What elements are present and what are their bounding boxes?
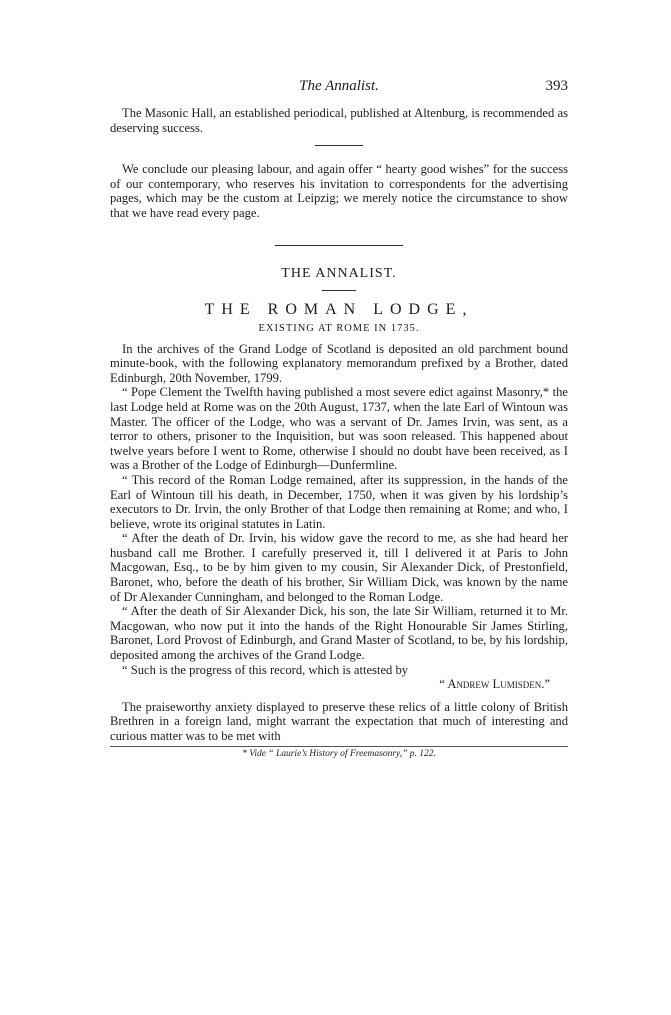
footnote: * Vide “ Laurie’s History of Freemasonry,” p. 122. [242,748,436,759]
masonic-hall-notice: The Masonic Hall, an established periodical, published at Altenburg, is recommended as deserving success. [110,106,568,135]
section-divider [275,245,403,246]
article-paragraph: “ Such is the progress of this record, which is attested by [122,662,409,677]
running-title: The Annalist. [299,78,379,94]
article-paragraph: “ Pope Clement the Twelfth having published a most severe edict against Masonry,* the last Lodge held at Rome was on the 20th August, 1737, when the late Earl of Wintoun was Master. The officer of the Lodge, who was a servant of Dr. James Irvin, was sent, as a terror to others, prisoner to the Inquisition, but was soon released. This happened about twelve years before I went to Rome, otherwise I should no doubt have been received, as I was a Brother of the Lodge of Edinburgh—Dunfermline. [110,385,568,473]
book-page [110,78,568,759]
article-intro: In the archives of the Grand Lodge of Scotland is deposited an old parchment bound minute-book, with the following explanatory memorandum prefixed by a Brother, dated Edinburgh, 20th November, 1799. [110,341,568,385]
divider [315,145,363,146]
article-paragraph: “ After the death of Sir Alexander Dick, his son, the late Sir William, returned it to Mr. Macgowan, who now put it into the hands of the Right Honourable Sir James Stirling, Baronet, Lord Provost of Edinburgh, and Grand Master of Scotland, to be, by his lordship, deposited among the archives of the Grand Lodge. [110,604,568,663]
signature: “ Andrew Lumisden.” [439,677,550,692]
closing-paragraph: The praiseworthy anxiety displayed to preserve these relics of a little colony of British Brethren in a foreign land, might warrant the expectation that much of interesting and curious matter was to be met with [110,699,568,743]
running-head [110,78,568,100]
article-subtitle: EXISTING AT ROME IN 1735. [258,322,420,334]
article-paragraph: “ After the death of Dr. Irvin, his widow gave the record to me, as she had heard her husband call me Brother. I carefully preserved it, till I delivered it at Paris to John Macgowan, Esq., to be by him given to my cousin, Sir Alexander Dick, of Prestonfield, Baronet, who, before the death of his brother, Sir William Dick, was known by the name of Dr Alexander Cunningham, and belonged to the Roman Lodge. [110,531,568,604]
article-title: THE ROMAN LODGE, [204,300,474,318]
article-paragraph: “ This record of the Roman Lodge remained, after its suppression, in the hands of the Earl of Wintoun till his death, in December, 1750, when it was given by his lordship’s executors to Dr. Irvin, the only Brother of that Lodge then remaining at Rome; and who, I believe, wrote its original statutes in Latin. [110,472,568,531]
divider [322,290,356,291]
page-number: 393 [545,78,568,94]
section-title: THE ANNALIST. [281,265,397,281]
conclusion-paragraph: We conclude our pleasing labour, and again offer “ hearty good wishes” for the success of our contemporary, who reserves his invitation to correspondents for the advertising pages, which may be the custom at Leipzig; we merely notice the circumstance to show that we have read every page. [110,162,568,220]
footnote-rule [110,746,568,747]
